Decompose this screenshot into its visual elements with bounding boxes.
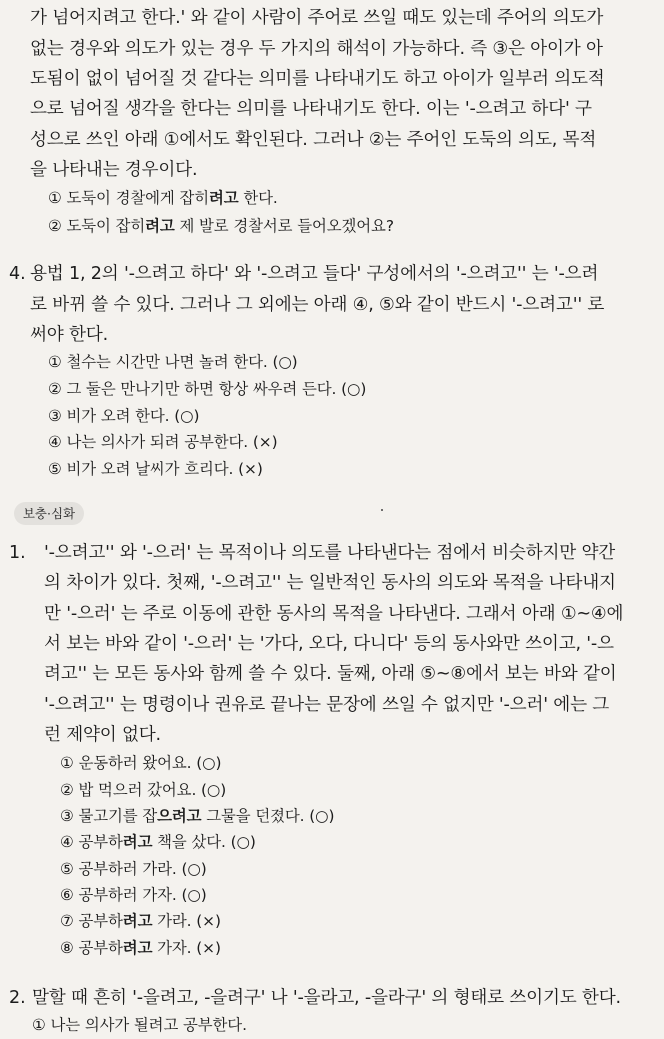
paragraph-line: 을 나타내는 경우이다.: [30, 160, 198, 180]
example-sentence: ⑧ 공부하려고 가자. (×): [60, 939, 221, 957]
paragraph-line: 런 제약이 없다.: [44, 725, 161, 745]
paragraph-line: '-으려고'' 는 명령이나 권유로 끝나는 문장에 쓰일 수 없지만 '-으러' 에는 그: [44, 695, 610, 715]
example-sentence: ① 나는 의사가 될려고 공부한다.: [32, 1016, 247, 1034]
item-number: 1.: [9, 543, 26, 563]
example-sentence: ① 운동하러 왔어요. (○): [60, 754, 222, 772]
paragraph-line: 없는 경우와 의도가 있는 경우 두 가지의 해석이 가능하다. 즉 ③은 아이가 아: [30, 39, 603, 59]
stray-dot: [381, 509, 383, 511]
paragraph-line: 로 바뀌 쓸 수 있다. 그러나 그 외에는 아래 ④, ⑤와 같이 반드시 '-으려고'' 로: [30, 295, 605, 315]
example-sentence: ② 도둑이 잡히려고 제 발로 경찰서로 들어오겠어요?: [48, 217, 394, 235]
example-sentence: ⑥ 공부하러 가자. (○): [60, 886, 207, 904]
paragraph-line: 성으로 쓰인 아래 ①에서도 확인된다. 그러나 ②는 주어인 도둑의 의도, 목적: [30, 130, 597, 150]
item-number: 2.: [9, 988, 26, 1008]
paragraph-line: 으로 넘어질 생각을 한다는 의미를 나타내기도 한다. 이는 '-으려고 하다' 구: [30, 99, 592, 119]
paragraph-line: 가 넘어지려고 한다.' 와 같이 사람이 주어로 쓰일 때도 있는데 주어의 의도가: [30, 8, 604, 28]
example-sentence: ⑤ 비가 오려 날씨가 흐리다. (×): [48, 460, 263, 478]
paragraph-line: '-으려고'' 와 '-으러' 는 목적이나 의도를 나타낸다는 점에서 비슷하지만 약간: [44, 543, 616, 563]
paragraph-line: 용법 1, 2의 '-으려고 하다' 와 '-으려고 들다' 구성에서의 '-으려고'' 는 '-으려: [30, 264, 599, 284]
item-number: 4.: [9, 264, 26, 284]
example-sentence: ③ 비가 오려 한다. (○): [48, 407, 200, 425]
example-sentence: ① 도둑이 경찰에게 잡히려고 한다.: [48, 189, 278, 207]
example-sentence: ② 밥 먹으러 갔어요. (○): [60, 781, 227, 799]
supplement-badge: 보충·심화: [14, 502, 84, 525]
paragraph-line: 려고'' 는 모든 동사와 함께 쓸 수 있다. 둘째, 아래 ⑤~⑧에서 보는 바와 같이: [44, 664, 617, 684]
paragraph-line: 써야 한다.: [30, 325, 108, 345]
example-sentence: ① 철수는 시간만 나면 놀려 한다. (○): [48, 353, 298, 371]
example-sentence: ② 그 둘은 만나기만 하면 항상 싸우려 든다. (○): [48, 380, 367, 398]
paragraph-line: 서 보는 바와 같이 '-으러' 는 '가다, 오다, 다니다' 등의 동사와만 쓰이고, '-으: [44, 634, 614, 654]
example-sentence: ④ 공부하려고 책을 샀다. (○): [60, 833, 256, 851]
example-sentence: ⑤ 공부하러 가라. (○): [60, 860, 207, 878]
example-sentence: ⑦ 공부하려고 가라. (×): [60, 912, 221, 930]
paragraph-line: 의 차이가 있다. 첫째, '-으려고'' 는 일반적인 동사의 의도와 목적을 나타내지: [44, 573, 616, 593]
paragraph-line: 만 '-으러' 는 주로 이동에 관한 동사의 목적을 나타낸다. 그래서 아래 ①~④에: [44, 604, 624, 624]
example-sentence: ④ 나는 의사가 되려 공부한다. (×): [48, 433, 278, 451]
paragraph-line: 도됨이 없이 넘어질 것 같다는 의미를 나타내기도 하고 아이가 일부러 의도적: [30, 69, 605, 89]
example-sentence: ③ 물고기를 잡으려고 그물을 던졌다. (○): [60, 807, 335, 825]
paragraph-line: 말할 때 흔히 '-을려고, -을려구' 나 '-을라고, -을라구' 의 형태로 쓰이기도 한다.: [32, 988, 621, 1008]
